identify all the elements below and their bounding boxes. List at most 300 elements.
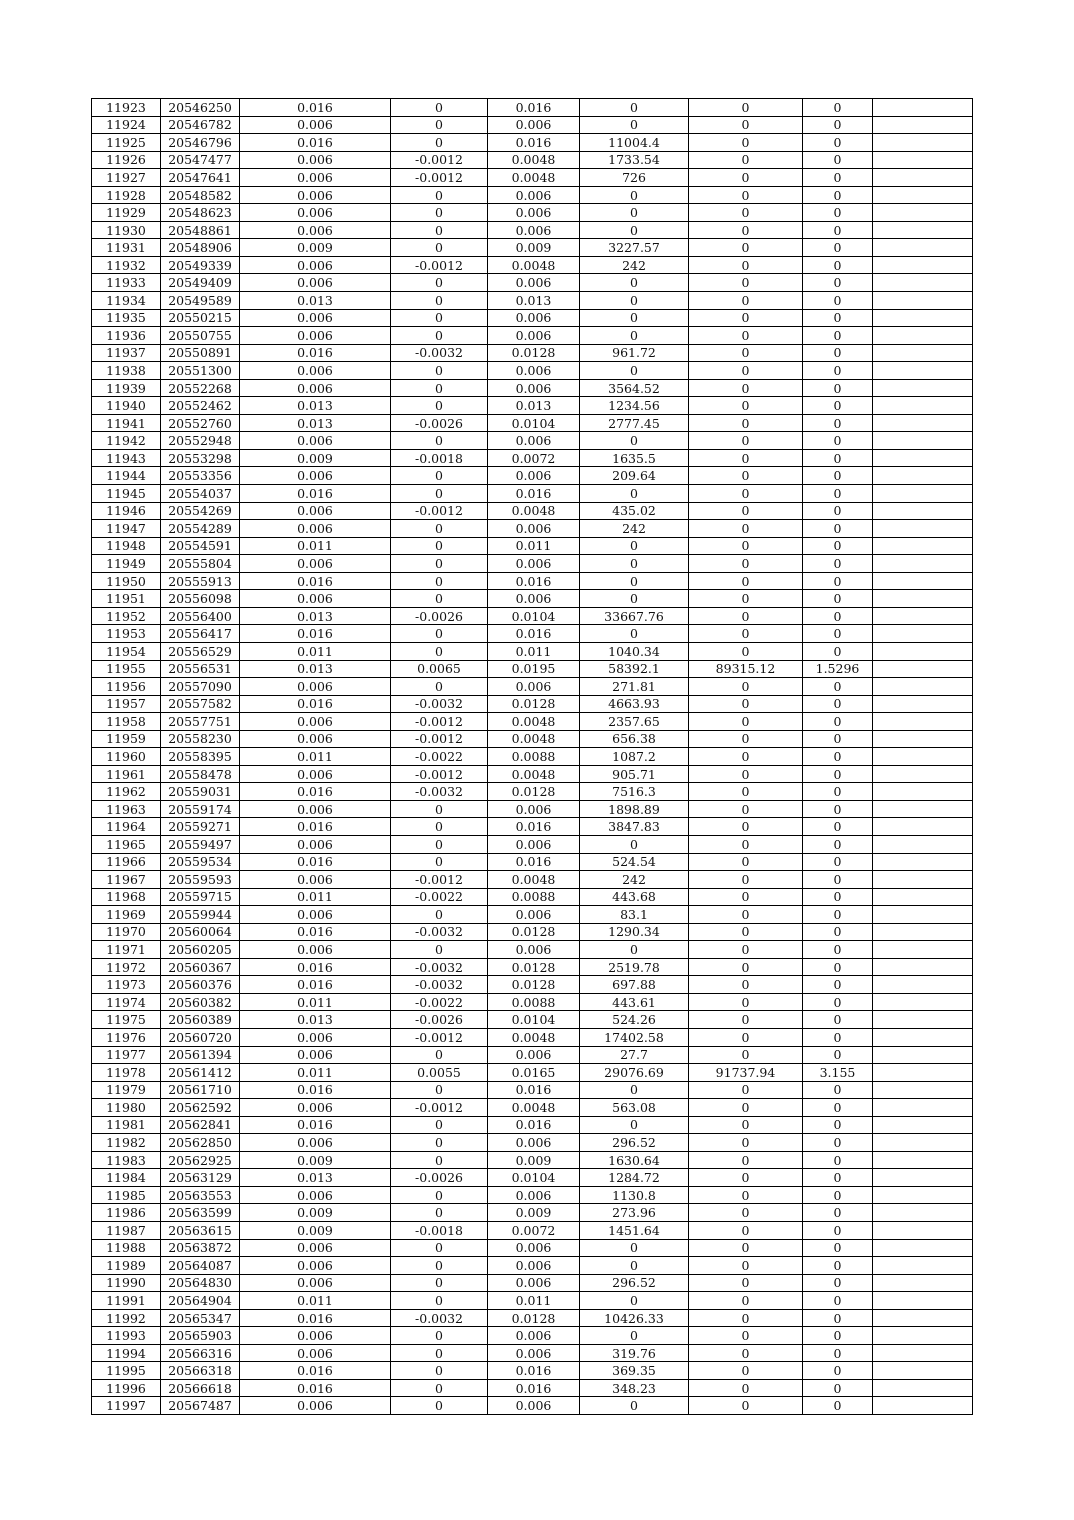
table-row: [92, 1011, 973, 1029]
table-row: [92, 397, 973, 415]
table-cell: 0.006: [488, 221, 580, 239]
table-cell: 2519.78: [580, 958, 689, 976]
table-cell: [873, 1362, 973, 1380]
table-cell: 0: [689, 186, 803, 204]
table-cell: 58392.1: [580, 660, 689, 678]
table-cell: 0: [803, 309, 873, 327]
table-cell: [873, 467, 973, 485]
table-cell: 443.68: [580, 888, 689, 906]
table-cell: 0: [803, 695, 873, 713]
table-cell: [873, 695, 973, 713]
table-cell: 0: [803, 169, 873, 187]
table-cell: 0: [391, 1257, 488, 1275]
table-cell: [873, 537, 973, 555]
table-cell: 0: [391, 379, 488, 397]
table-cell: 0: [580, 99, 689, 117]
table-cell: [873, 151, 973, 169]
table-cell: [873, 1169, 973, 1187]
table-cell: [873, 485, 973, 503]
table-cell: 11944: [92, 467, 161, 485]
table-cell: 0.016: [488, 572, 580, 590]
table-cell: 0: [803, 414, 873, 432]
table-cell: 0.016: [240, 818, 391, 836]
table-row: [92, 1397, 973, 1415]
table-cell: 0: [689, 555, 803, 573]
table-cell: 0.006: [488, 906, 580, 924]
table-cell: 0: [803, 993, 873, 1011]
table-cell: -0.0032: [391, 976, 488, 994]
table-cell: 20556529: [161, 642, 240, 660]
table-row: [92, 520, 973, 538]
table-cell: 0: [580, 572, 689, 590]
table-cell: 0: [689, 871, 803, 889]
table-cell: [873, 800, 973, 818]
table-cell: 0.011: [240, 642, 391, 660]
table-cell: 0.016: [240, 99, 391, 117]
table-cell: 0.006: [240, 1257, 391, 1275]
table-cell: 0.006: [240, 151, 391, 169]
table-cell: 0.016: [488, 818, 580, 836]
table-cell: 20552948: [161, 432, 240, 450]
table-cell: 0: [803, 1186, 873, 1204]
table-cell: 0.016: [488, 625, 580, 643]
table-cell: 0: [803, 1011, 873, 1029]
table-cell: 0.013: [240, 292, 391, 310]
table-cell: 20562592: [161, 1099, 240, 1117]
table-cell: 0: [689, 1116, 803, 1134]
table-cell: 0: [580, 555, 689, 573]
table-cell: 0: [391, 221, 488, 239]
table-cell: [873, 958, 973, 976]
table-cell: 20564904: [161, 1292, 240, 1310]
table-cell: 0.016: [488, 1116, 580, 1134]
table-cell: 0: [391, 134, 488, 152]
table-cell: 0.016: [240, 344, 391, 362]
table-cell: 0: [803, 765, 873, 783]
table-cell: 0: [803, 1327, 873, 1345]
table-row: [92, 116, 973, 134]
table-cell: 20563872: [161, 1239, 240, 1257]
table-row: [92, 1239, 973, 1257]
table-cell: 20554591: [161, 537, 240, 555]
table-cell: 20558230: [161, 730, 240, 748]
table-cell: 20548906: [161, 239, 240, 257]
table-cell: 27.7: [580, 1046, 689, 1064]
table-cell: 29076.69: [580, 1064, 689, 1082]
table-cell: 11943: [92, 449, 161, 467]
table-cell: 20562850: [161, 1134, 240, 1152]
table-cell: 0.009: [240, 1222, 391, 1240]
table-cell: 0.006: [240, 1274, 391, 1292]
table-cell: 0: [803, 537, 873, 555]
table-cell: 0.006: [240, 1099, 391, 1117]
table-cell: [873, 449, 973, 467]
table-cell: 0: [803, 625, 873, 643]
table-cell: 0.013: [240, 414, 391, 432]
table-cell: 0: [689, 221, 803, 239]
table-cell: 0.016: [240, 625, 391, 643]
table-cell: 20561412: [161, 1064, 240, 1082]
table-cell: 1284.72: [580, 1169, 689, 1187]
table-cell: 20558478: [161, 765, 240, 783]
table-cell: 20549339: [161, 256, 240, 274]
table-cell: 0: [580, 274, 689, 292]
table-cell: [873, 1099, 973, 1117]
table-cell: 0: [689, 1292, 803, 1310]
table-cell: 11985: [92, 1186, 161, 1204]
table-cell: 0.006: [240, 1186, 391, 1204]
table-cell: 20560382: [161, 993, 240, 1011]
table-row: [92, 99, 973, 117]
table-cell: 20559497: [161, 835, 240, 853]
table-cell: 0.016: [240, 134, 391, 152]
table-cell: 1.5296: [803, 660, 873, 678]
table-cell: 0: [689, 1134, 803, 1152]
table-row: [92, 221, 973, 239]
table-cell: [873, 134, 973, 152]
table-cell: 0.006: [488, 116, 580, 134]
table-cell: 11988: [92, 1239, 161, 1257]
table-row: [92, 888, 973, 906]
table-row: [92, 783, 973, 801]
table-cell: 435.02: [580, 502, 689, 520]
table-cell: [873, 169, 973, 187]
table-cell: 20555913: [161, 572, 240, 590]
table-cell: -0.0012: [391, 151, 488, 169]
table-cell: [873, 256, 973, 274]
table-cell: 0.0104: [488, 607, 580, 625]
table-cell: 0: [803, 520, 873, 538]
table-cell: 0: [803, 274, 873, 292]
table-cell: 0: [803, 1222, 873, 1240]
table-cell: 0.0104: [488, 1169, 580, 1187]
table-cell: 0: [803, 1169, 873, 1187]
table-row: [92, 502, 973, 520]
table-row: [92, 590, 973, 608]
table-cell: 11968: [92, 888, 161, 906]
table-cell: 0: [391, 853, 488, 871]
table-cell: 20564830: [161, 1274, 240, 1292]
table-cell: 0.006: [240, 1239, 391, 1257]
table-cell: 0: [391, 906, 488, 924]
table-cell: 0.006: [240, 432, 391, 450]
table-cell: [873, 1011, 973, 1029]
table-row: [92, 169, 973, 187]
table-cell: 11952: [92, 607, 161, 625]
table-cell: 0.013: [488, 397, 580, 415]
table-cell: 0: [803, 1344, 873, 1362]
table-row: [92, 1099, 973, 1117]
table-cell: [873, 607, 973, 625]
table-cell: 524.54: [580, 853, 689, 871]
table-cell: 0: [580, 221, 689, 239]
table-cell: 656.38: [580, 730, 689, 748]
table-cell: 0: [803, 186, 873, 204]
table-cell: 0: [689, 99, 803, 117]
table-row: [92, 941, 973, 959]
table-cell: 20552760: [161, 414, 240, 432]
table-cell: 0: [391, 1327, 488, 1345]
table-cell: 0: [803, 888, 873, 906]
table-cell: 0: [391, 520, 488, 538]
table-row: [92, 835, 973, 853]
table-cell: 11951: [92, 590, 161, 608]
table-row: [92, 327, 973, 345]
table-cell: 0: [689, 958, 803, 976]
table-cell: 905.71: [580, 765, 689, 783]
table-cell: 0: [689, 1222, 803, 1240]
table-cell: 11933: [92, 274, 161, 292]
table-cell: 0: [391, 590, 488, 608]
table-cell: 11953: [92, 625, 161, 643]
table-cell: 20550215: [161, 309, 240, 327]
table-cell: 0: [689, 537, 803, 555]
table-cell: 11955: [92, 660, 161, 678]
table-cell: 11954: [92, 642, 161, 660]
table-cell: 0: [689, 1309, 803, 1327]
table-cell: 83.1: [580, 906, 689, 924]
table-cell: 11984: [92, 1169, 161, 1187]
table-cell: 726: [580, 169, 689, 187]
table-cell: 20564087: [161, 1257, 240, 1275]
table-row: [92, 204, 973, 222]
table-cell: 0.009: [240, 239, 391, 257]
table-cell: [873, 941, 973, 959]
table-cell: [873, 1274, 973, 1292]
table-cell: 0.006: [488, 590, 580, 608]
table-cell: 0.011: [488, 1292, 580, 1310]
table-cell: 0.006: [488, 1257, 580, 1275]
table-cell: 0: [391, 1344, 488, 1362]
table-cell: 0.006: [240, 730, 391, 748]
table-cell: 20548623: [161, 204, 240, 222]
table-cell: 0.006: [240, 327, 391, 345]
table-cell: 296.52: [580, 1274, 689, 1292]
table-cell: -0.0012: [391, 169, 488, 187]
table-cell: 0: [689, 835, 803, 853]
table-cell: 0.006: [488, 835, 580, 853]
table-cell: 0: [803, 221, 873, 239]
data-table: [91, 98, 973, 1415]
table-row: [92, 958, 973, 976]
table-cell: 11964: [92, 818, 161, 836]
table-cell: 0: [803, 1397, 873, 1415]
table-cell: 0: [689, 1046, 803, 1064]
table-cell: 11965: [92, 835, 161, 853]
table-cell: 0.006: [488, 1397, 580, 1415]
table-row: [92, 1134, 973, 1152]
table-cell: 0: [689, 1362, 803, 1380]
table-cell: 20550891: [161, 344, 240, 362]
table-cell: 0: [689, 1239, 803, 1257]
table-cell: 0: [391, 1292, 488, 1310]
table-cell: 0.006: [240, 1397, 391, 1415]
table-cell: 0.006: [488, 555, 580, 573]
table-cell: 17402.58: [580, 1028, 689, 1046]
table-cell: 0: [689, 134, 803, 152]
table-cell: 11981: [92, 1116, 161, 1134]
table-cell: 0.006: [240, 800, 391, 818]
table-row: [92, 923, 973, 941]
table-cell: 0: [689, 1327, 803, 1345]
table-cell: [873, 590, 973, 608]
table-cell: 0: [689, 1028, 803, 1046]
table-cell: 0: [803, 502, 873, 520]
table-cell: 0: [803, 1099, 873, 1117]
table-cell: 0.0048: [488, 151, 580, 169]
table-cell: [873, 1397, 973, 1415]
table-cell: 20557090: [161, 678, 240, 696]
table-cell: 20560389: [161, 1011, 240, 1029]
table-cell: 0.016: [488, 1379, 580, 1397]
table-cell: 0.0128: [488, 976, 580, 994]
table-cell: 0.0048: [488, 169, 580, 187]
table-cell: 443.61: [580, 993, 689, 1011]
table-row: [92, 256, 973, 274]
table-cell: [873, 309, 973, 327]
table-cell: 0: [689, 800, 803, 818]
table-cell: 0: [803, 1257, 873, 1275]
table-cell: 0.016: [240, 485, 391, 503]
table-cell: 0: [803, 485, 873, 503]
table-cell: 1290.34: [580, 923, 689, 941]
table-row: [92, 1064, 973, 1082]
table-cell: 11948: [92, 537, 161, 555]
table-cell: [873, 1204, 973, 1222]
table-cell: 11990: [92, 1274, 161, 1292]
table-cell: 0: [689, 1344, 803, 1362]
table-cell: 20567487: [161, 1397, 240, 1415]
table-cell: 0.006: [488, 327, 580, 345]
table-cell: 0: [391, 309, 488, 327]
table-cell: 0.006: [240, 221, 391, 239]
table-cell: 11972: [92, 958, 161, 976]
table-cell: 0: [803, 853, 873, 871]
table-cell: 319.76: [580, 1344, 689, 1362]
table-cell: 0: [580, 204, 689, 222]
table-cell: 961.72: [580, 344, 689, 362]
table-cell: 242: [580, 871, 689, 889]
table-cell: 11004.4: [580, 134, 689, 152]
table-cell: 0.016: [240, 1081, 391, 1099]
table-cell: 0.013: [240, 1169, 391, 1187]
table-cell: 11966: [92, 853, 161, 871]
table-cell: 0: [803, 1151, 873, 1169]
table-cell: 0: [391, 116, 488, 134]
table-cell: 0: [689, 1274, 803, 1292]
table-cell: 0: [689, 327, 803, 345]
table-cell: 0: [391, 432, 488, 450]
table-cell: 20554289: [161, 520, 240, 538]
table-cell: 0.0104: [488, 414, 580, 432]
table-cell: 20551300: [161, 362, 240, 380]
table-cell: 4663.93: [580, 695, 689, 713]
table-cell: 0: [803, 1274, 873, 1292]
table-cell: 0: [689, 1379, 803, 1397]
table-cell: [873, 379, 973, 397]
table-cell: 7516.3: [580, 783, 689, 801]
table-cell: 0: [689, 625, 803, 643]
table-row: [92, 906, 973, 924]
table-cell: 0: [391, 800, 488, 818]
table-cell: 20553298: [161, 449, 240, 467]
table-cell: 11962: [92, 783, 161, 801]
table-cell: 0: [580, 186, 689, 204]
table-cell: 0.013: [488, 292, 580, 310]
table-cell: 0: [689, 695, 803, 713]
table-cell: -0.0026: [391, 414, 488, 432]
table-cell: 11941: [92, 414, 161, 432]
table-cell: 0: [391, 397, 488, 415]
table-cell: [873, 414, 973, 432]
table-cell: 0: [391, 186, 488, 204]
table-row: [92, 765, 973, 783]
table-row: [92, 134, 973, 152]
table-body: [92, 99, 973, 1415]
table-cell: 20563129: [161, 1169, 240, 1187]
table-row: [92, 1116, 973, 1134]
table-cell: [873, 678, 973, 696]
table-cell: 0.009: [488, 1151, 580, 1169]
table-cell: 0: [803, 590, 873, 608]
table-row: [92, 572, 973, 590]
table-cell: 0: [689, 976, 803, 994]
table-cell: 0: [689, 485, 803, 503]
table-cell: 0: [803, 678, 873, 696]
table-cell: 11928: [92, 186, 161, 204]
table-cell: 0.006: [488, 467, 580, 485]
table-cell: 0.0048: [488, 256, 580, 274]
table-cell: 11982: [92, 1134, 161, 1152]
table-cell: -0.0022: [391, 993, 488, 1011]
table-cell: 0: [689, 590, 803, 608]
table-cell: [873, 976, 973, 994]
table-cell: 0: [689, 432, 803, 450]
table-cell: 20547641: [161, 169, 240, 187]
table-cell: 0: [803, 572, 873, 590]
table-cell: 348.23: [580, 1379, 689, 1397]
table-cell: 0.016: [488, 99, 580, 117]
table-cell: 11956: [92, 678, 161, 696]
table-cell: 0.006: [488, 362, 580, 380]
table-row: [92, 1151, 973, 1169]
table-cell: 11936: [92, 327, 161, 345]
table-cell: 11986: [92, 1204, 161, 1222]
table-cell: 2777.45: [580, 414, 689, 432]
table-cell: 0: [391, 555, 488, 573]
table-cell: 0.006: [240, 765, 391, 783]
table-cell: 0: [391, 625, 488, 643]
table-cell: -0.0022: [391, 888, 488, 906]
table-cell: [873, 871, 973, 889]
table-cell: 2357.65: [580, 713, 689, 731]
table-cell: 0: [391, 467, 488, 485]
table-row: [92, 1379, 973, 1397]
table-cell: 11929: [92, 204, 161, 222]
table-cell: 0: [689, 344, 803, 362]
table-cell: 11931: [92, 239, 161, 257]
table-cell: [873, 292, 973, 310]
table-cell: 0: [689, 993, 803, 1011]
table-cell: 0: [689, 309, 803, 327]
table-cell: [873, 1292, 973, 1310]
table-cell: 0.006: [488, 204, 580, 222]
table-cell: 11930: [92, 221, 161, 239]
table-cell: [873, 888, 973, 906]
table-cell: 0: [689, 941, 803, 959]
table-cell: 0: [689, 116, 803, 134]
table-cell: 0.016: [240, 976, 391, 994]
